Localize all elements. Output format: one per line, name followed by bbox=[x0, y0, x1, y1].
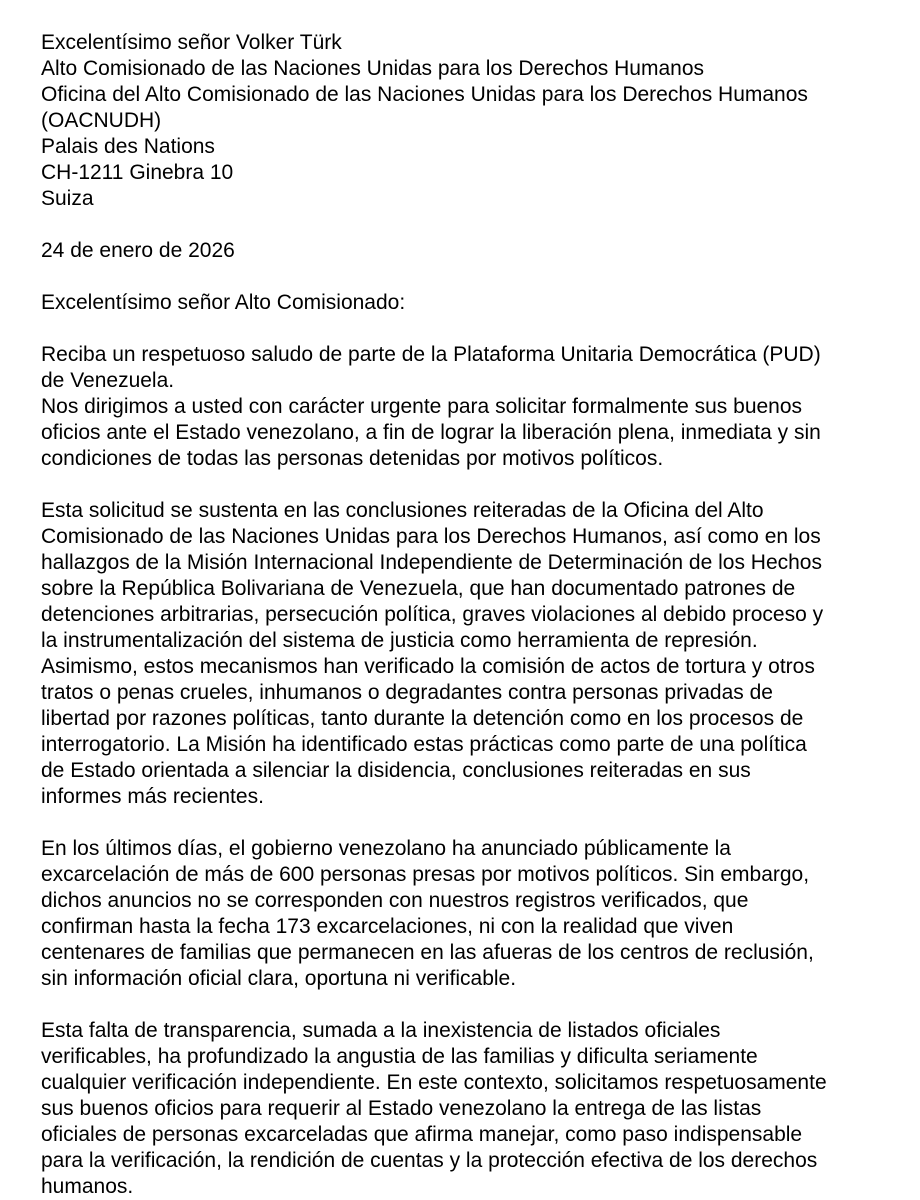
paragraph-line: para la verificación, la rendición de cuentas y la protección efectiva de los derechos bbox=[41, 1149, 818, 1172]
paragraph-line: hallazgos de la Misión Internacional Independiente de Determinación de los Hechos bbox=[41, 551, 822, 574]
paragraph-line: libertad por razones políticas, tanto durante la detención como en los procesos de bbox=[41, 707, 804, 730]
paragraph-line: sin información oficial clara, oportuna ni verificable. bbox=[41, 967, 517, 990]
recipient-postal-code: CH-1211 Ginebra 10 bbox=[41, 161, 234, 184]
paragraph-releases bbox=[41, 836, 901, 992]
paragraph-line: la instrumentalización del sistema de justicia como herramienta de represión. bbox=[41, 629, 758, 652]
paragraph-line: de Estado orientada a silenciar la disidencia, conclusiones reiteradas en sus bbox=[41, 759, 751, 782]
paragraph-line: sobre la República Bolivariana de Venezuela, que han documentado patrones de bbox=[41, 577, 796, 600]
recipient-country: Suiza bbox=[41, 187, 94, 210]
recipient-address bbox=[41, 30, 901, 212]
paragraph-greeting bbox=[41, 342, 901, 394]
recipient-name: Excelentísimo señor Volker Türk bbox=[41, 31, 342, 54]
paragraph-request bbox=[41, 394, 901, 472]
paragraph-line: Esta falta de transparencia, sumada a la inexistencia de listados oficiales bbox=[41, 1019, 721, 1042]
paragraph-line: Asimismo, estos mecanismos han verificado la comisión de actos de tortura y otros bbox=[41, 655, 815, 678]
recipient-office: Oficina del Alto Comisionado de las Naciones Unidas para los Derechos Humanos bbox=[41, 83, 808, 106]
paragraph-line: de Venezuela. bbox=[41, 369, 175, 392]
paragraph-line: dichos anuncios no se corresponden con nuestros registros verificados, que bbox=[41, 889, 749, 912]
paragraph-line: Comisionado de las Naciones Unidas para los Derechos Humanos, así como en los bbox=[41, 525, 821, 548]
paragraph-line: Nos dirigimos a usted con carácter urgente para solicitar formalmente sus buenos bbox=[41, 395, 803, 418]
paragraph-basis bbox=[41, 498, 901, 810]
paragraph-line: cualquier verificación independiente. En este contexto, solicitamos respetuosamente bbox=[41, 1071, 827, 1094]
paragraph-line: En los últimos días, el gobierno venezolano ha anunciado públicamente la bbox=[41, 837, 731, 860]
recipient-title: Alto Comisionado de las Naciones Unidas para los Derechos Humanos bbox=[41, 57, 705, 80]
paragraph-line: sus buenos oficios para requerir al Estado venezolano la entrega de las listas bbox=[41, 1097, 762, 1120]
paragraph-line: tratos o penas crueles, inhumanos o degradantes contra personas privadas de bbox=[41, 681, 773, 704]
paragraph-line: oficiales de personas excarceladas que afirma manejar, como paso indispensable bbox=[41, 1123, 803, 1146]
recipient-building: Palais des Nations bbox=[41, 135, 215, 158]
letter-salutation: Excelentísimo señor Alto Comisionado: bbox=[41, 291, 406, 314]
paragraph-line: centenares de familias que permanecen en las afueras de los centros de reclusión, bbox=[41, 941, 814, 964]
paragraph-transparency bbox=[41, 1018, 901, 1200]
paragraph-line: excarcelación de más de 600 personas presas por motivos políticos. Sin embargo, bbox=[41, 863, 810, 886]
paragraph-line: Reciba un respetuoso saludo de parte de la Plataforma Unitaria Democrática (PUD) bbox=[41, 343, 821, 366]
letter-page bbox=[41, 30, 901, 1200]
paragraph-line: Esta solicitud se sustenta en las conclusiones reiteradas de la Oficina del Alto bbox=[41, 499, 764, 522]
paragraph-line: condiciones de todas las personas detenidas por motivos políticos. bbox=[41, 447, 664, 470]
letter-date: 24 de enero de 2026 bbox=[41, 239, 235, 262]
paragraph-line: informes más recientes. bbox=[41, 785, 264, 808]
paragraph-line: interrogatorio. La Misión ha identificado estas prácticas como parte de una política bbox=[41, 733, 807, 756]
paragraph-line: detenciones arbitrarias, persecución política, graves violaciones al debido proceso y bbox=[41, 603, 824, 626]
paragraph-line: humanos. bbox=[41, 1175, 134, 1198]
paragraph-line: oficios ante el Estado venezolano, a fin de lograr la liberación plena, inmediata y sin bbox=[41, 421, 821, 444]
paragraph-line: confirman hasta la fecha 173 excarcelaciones, ni con la realidad que viven bbox=[41, 915, 734, 938]
recipient-office-acronym: (OACNUDH) bbox=[41, 109, 162, 132]
paragraph-line: verificables, ha profundizado la angustia de las familias y dificulta seriamente bbox=[41, 1045, 758, 1068]
